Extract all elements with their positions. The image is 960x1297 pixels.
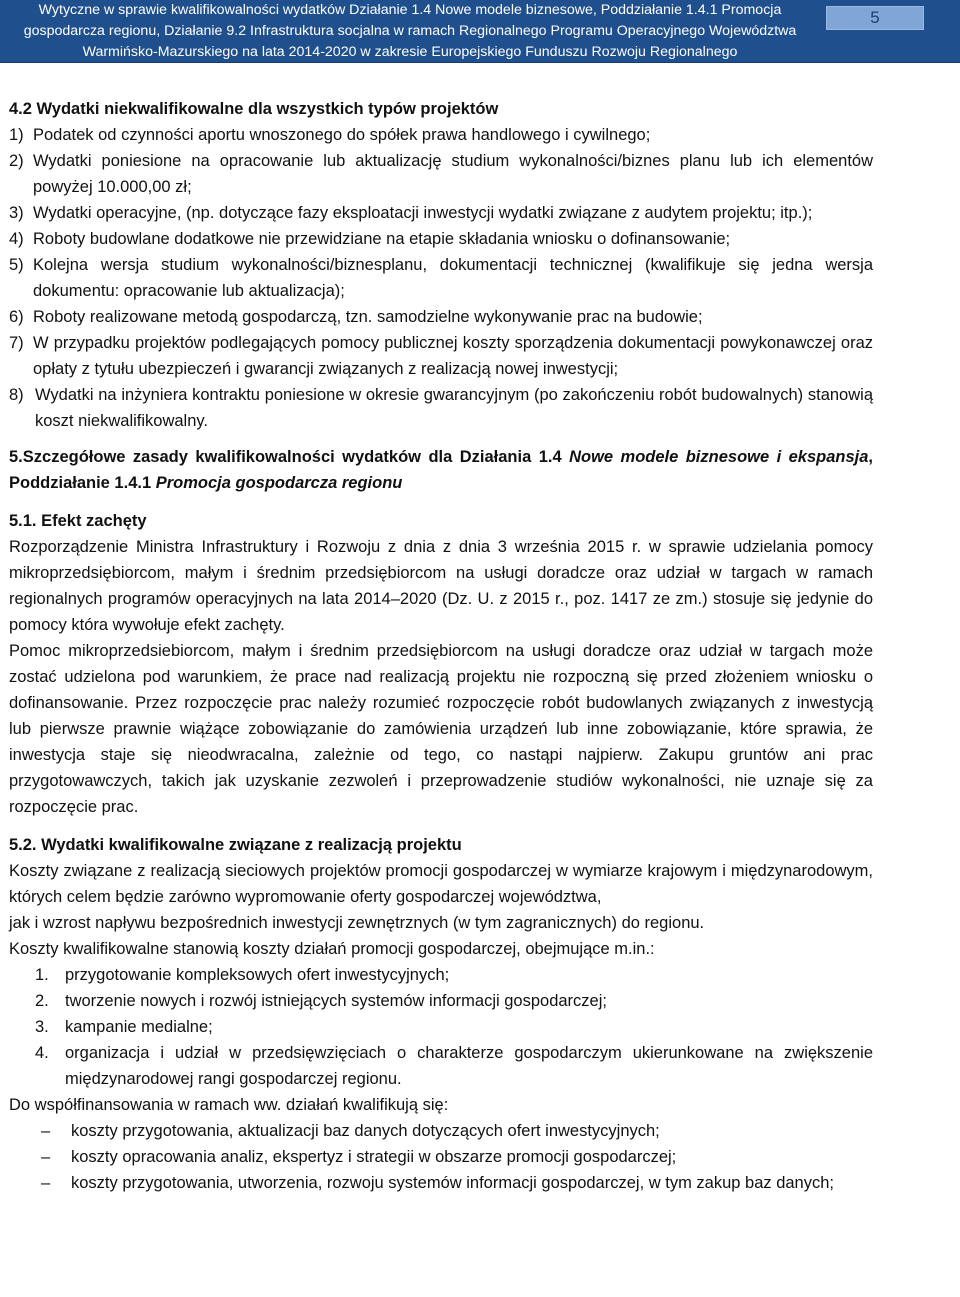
dash-bullet: – xyxy=(41,1174,51,1192)
section-5-heading-part-d: Promocja gospodarcza regionu xyxy=(155,474,403,492)
header-line-1: Wytyczne w sprawie kwalifikowalności wydatków Działanie 1.4 Nowe modele biznesowe, Poddziałanie 1.4.1 Promocja xyxy=(38,2,782,18)
header-line-3: Warmińsko-Mazurskiego na lata 2014-2020 w zakresie Europejskiego Funduszu Rozwoju Regionalnego xyxy=(82,44,738,60)
list-item xyxy=(9,1040,873,1092)
list-item-text: Kolejna wersja studium wykonalności/biznesplanu, dokumentacji technicznej (kwalifikuje się jedna wersja dokumentu: opracowanie lub aktualizacja); xyxy=(33,256,873,300)
list-item-number: 1) xyxy=(9,126,24,144)
section-5-1-heading: 5.1. Efekt zachęty xyxy=(9,512,147,530)
list-item xyxy=(9,200,873,226)
list-item-number: 6) xyxy=(9,308,24,326)
paragraph: Koszty związane z realizacją sieciowych projektów promocji gospodarczej w wymiarze krajowym i międzynarodowym, których celem będzie zarówno wypromowanie oferty gospodarczej województwa, xyxy=(9,862,873,906)
list-item xyxy=(9,1170,873,1196)
list-item xyxy=(9,1014,873,1040)
list-item-number: 8) xyxy=(9,386,24,404)
dash-bullet: – xyxy=(41,1148,51,1166)
section-5-heading-part-c: , Poddziałanie 1.4.1 xyxy=(9,448,874,492)
list-item-text: Podatek od czynności aportu wnoszonego do spółek prawa handlowego i cywilnego; xyxy=(33,126,651,144)
list-item-text: Roboty realizowane metodą gospodarczą, tzn. samodzielne wykonywanie prac na budowie; xyxy=(33,308,703,326)
list-item xyxy=(9,382,873,434)
list-item xyxy=(9,252,873,304)
list-item xyxy=(9,962,873,988)
list-item-number: 7) xyxy=(9,334,24,352)
header-line-2: gospodarcza regionu, Działanie 9.2 Infrastruktura socjalna w ramach Regionalnego Programu Operacyjnego Województwa xyxy=(23,23,797,39)
list-item xyxy=(9,988,873,1014)
list-item-number: 1. xyxy=(35,966,49,984)
list-item-number: 4) xyxy=(9,230,24,248)
section-5-heading-part-a: 5.Szczegółowe zasady kwalifikowalności wydatków dla Działania 1.4 xyxy=(9,448,570,466)
list-item-text: Wydatki operacyjne, (np. dotyczące fazy eksploatacji inwestycji wydatki związane z audytem projektu; itp.); xyxy=(33,204,813,222)
section-5-heading xyxy=(9,444,873,496)
list-item-text: koszty przygotowania, utworzenia, rozwoju systemów informacji gospodarczej, w tym zakup baz danych; xyxy=(71,1174,834,1192)
list-item xyxy=(9,226,873,252)
page-number: 5 xyxy=(826,6,924,30)
paragraph: Pomoc mikroprzedsiebiorcom, małym i średnim przedsiębiorcom na usługi doradcze oraz udział w targach może zostać udzielona pod warunkiem, że prace nad realizacją projektu nie rozpoczną się przed złożeniem wniosku o dofinansowanie. Przez rozpoczęcie prac należy rozumieć rozpoczęcie robót budowlanych związanych z inwestycją lub pierwsze prawnie wiążące zobowiązanie do zamówienia urządzeń lub inne zobowiązanie, które sprawia, że inwestycja staje się nieodwracalna, zależnie od tego, co nastąpi najpierw. Zakupu gruntów ani prac przygotowawczych, takich jak uzyskanie zezwoleń i przeprowadzenie studiów wykonalności, nie uznaje się za rozpoczęcie prac. xyxy=(9,642,873,816)
list-item-text: organizacja i udział w przedsięwzięciach o charakterze gospodarczym ukierunkowane na zwiększenie międzynarodowej rangi gospodarczej regionu. xyxy=(65,1044,873,1088)
paragraph: Koszty kwalifikowalne stanowią koszty działań promocji gospodarczej, obejmujące m.in.: xyxy=(9,940,655,958)
list-item xyxy=(9,122,873,148)
list-item-text: koszty opracowania analiz, ekspertyz i strategii w obszarze promocji gospodarczej; xyxy=(71,1148,677,1166)
list-item-text: koszty przygotowania, aktualizacji baz danych dotyczących ofert inwestycyjnych; xyxy=(71,1122,660,1140)
list-item xyxy=(9,1144,873,1170)
paragraph: Rozporządzenie Ministra Infrastruktury i Rozwoju z dnia z dnia 3 września 2015 r. w sprawie udzielania pomocy mikroprzedsiębiorcom, małym i średnim przedsiębiorcom na usługi doradcze oraz udział w targach w ramach regionalnych programów operacyjnych na lata 2014–2020 (Dz. U. z 2015 r., poz. 1417 ze zm.) stosuje się jedynie do pomocy która wywołuje efekt zachęty. xyxy=(9,538,873,634)
page-header xyxy=(0,0,960,63)
list-item-number: 2. xyxy=(35,992,49,1010)
dash-bullet: – xyxy=(41,1122,51,1140)
list-item-number: 2) xyxy=(9,152,24,170)
list-item-text: Wydatki poniesione na opracowanie lub aktualizację studium wykonalności/biznes planu lub ich elementów powyżej 10.000,00 zł; xyxy=(33,152,873,196)
list-item-text: W przypadku projektów podlegających pomocy publicznej koszty sporządzenia dokumentacji powykonawczej oraz opłaty z tytułu ubezpieczeń i gwarancji związanych z realizacją nowej inwestycji; xyxy=(33,334,873,378)
list-item-text: Wydatki na inżyniera kontraktu poniesione w okresie gwarancyjnym (po zakończeniu robót budowalnych) stanowią koszt niekwalifikowalny. xyxy=(35,386,873,430)
list-item-number: 3. xyxy=(35,1018,49,1036)
paragraph: Do współfinansowania w ramach ww. działań kwalifikują się: xyxy=(9,1096,449,1114)
list-item-text: Roboty budowlane dodatkowe nie przewidziane na etapie składania wniosku o dofinansowanie; xyxy=(33,230,731,248)
document-body xyxy=(9,96,873,1196)
list-item-number: 3) xyxy=(9,204,24,222)
list-item xyxy=(9,304,873,330)
section-5-2-heading: 5.2. Wydatki kwalifikowalne związane z realizacją projektu xyxy=(9,836,462,854)
list-item-text: kampanie medialne; xyxy=(65,1018,213,1036)
list-item xyxy=(9,330,873,382)
paragraph: jak i wzrost napływu bezpośrednich inwestycji zewnętrznych (w tym zagranicznych) do regionu. xyxy=(9,914,705,932)
list-item xyxy=(9,148,873,200)
list-item-text: tworzenie nowych i rozwój istniejących systemów informacji gospodarczej; xyxy=(65,992,607,1010)
list-item-text: przygotowanie kompleksowych ofert inwestycyjnych; xyxy=(65,966,450,984)
list-item xyxy=(9,1118,873,1144)
section-4-2-heading: 4.2 Wydatki niekwalifikowalne dla wszystkich typów projektów xyxy=(9,100,499,118)
list-item-number: 5) xyxy=(9,256,24,274)
section-5-heading-part-b: Nowe modele biznesowe i ekspansja xyxy=(569,448,869,466)
list-item-number: 4. xyxy=(35,1044,49,1062)
